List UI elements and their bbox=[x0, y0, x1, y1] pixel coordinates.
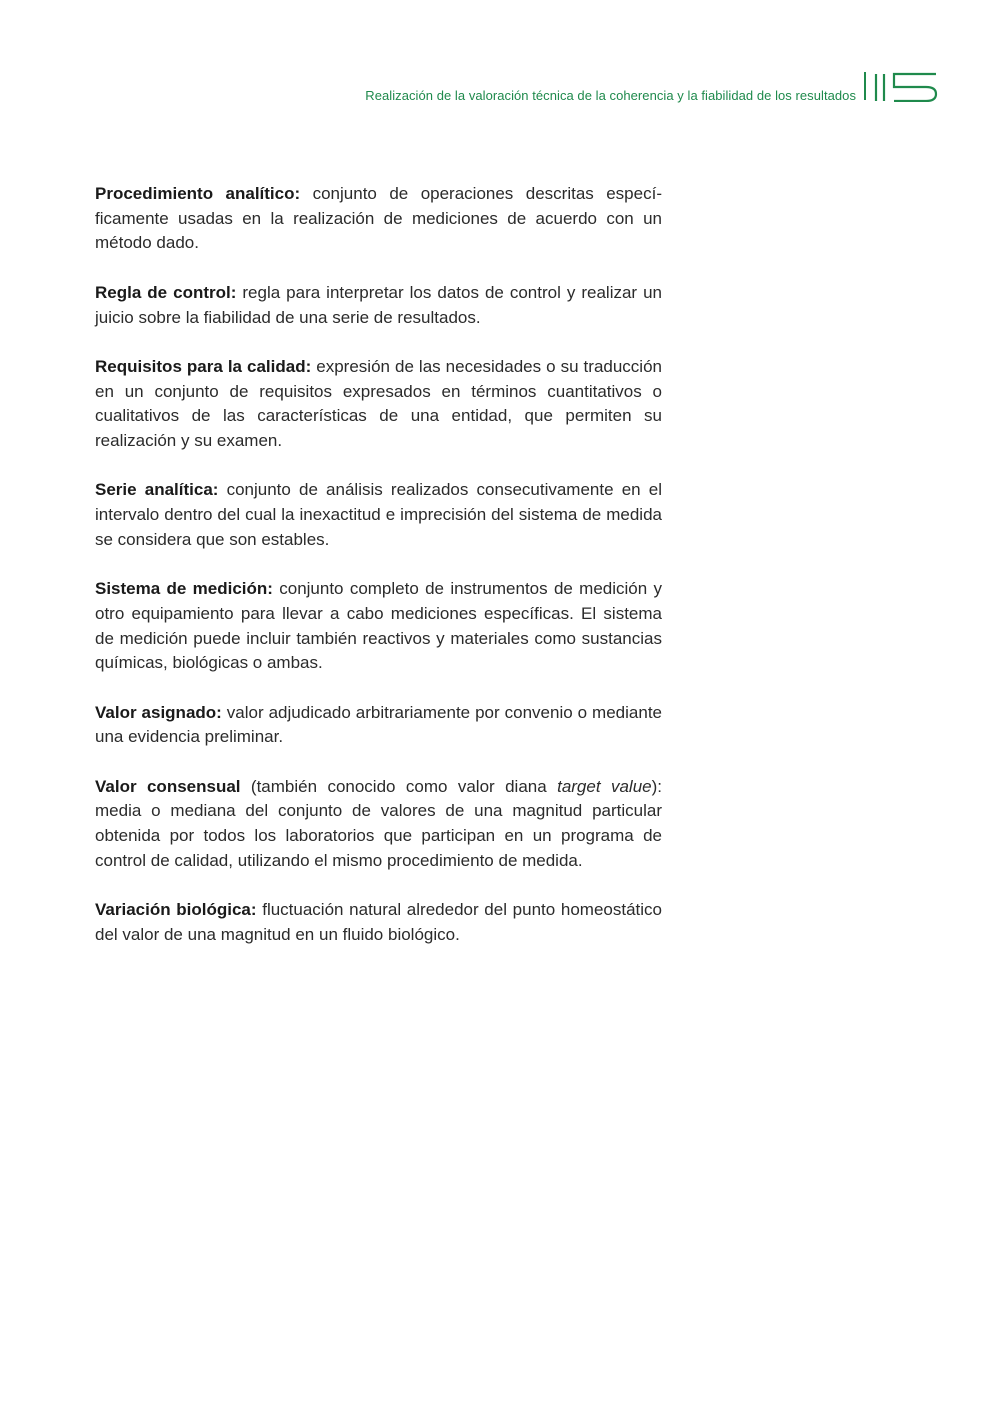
glossary-term: Sistema de medición: bbox=[95, 579, 273, 599]
glossary-emphasis: target value bbox=[557, 776, 652, 796]
glossary-term: Requisitos para la calidad: bbox=[95, 356, 312, 376]
glossary-entry bbox=[95, 577, 662, 676]
page-number bbox=[874, 70, 940, 107]
glossary bbox=[95, 182, 662, 972]
glossary-entry bbox=[95, 701, 662, 750]
glossary-definition: expresión de las necesidades o su traducción en un conjunto de requisitos expresados en términos cuantitativos o cualitativos de las características de una entidad, que permiten su realización y su examen. bbox=[95, 356, 662, 450]
glossary-definition: fluctuación natural alrededor del punto homeostático del valor de una magnitud en un fluido biológico. bbox=[95, 900, 662, 944]
glossary-entry bbox=[95, 775, 662, 874]
glossary-term: Regla de control: bbox=[95, 282, 237, 302]
glossary-definition: conjunto completo de instrumentos de medición y otro equipamiento para llevar a cabo mediciones específicas. El sistema de medición puede incluir también reactivos y materiales como sustancias químicas, biológicas o ambas. bbox=[95, 579, 662, 673]
glossary-term: Valor asignado: bbox=[95, 702, 222, 722]
glossary-definition-end: ): media o mediana del conjunto de valores de una magnitud particular obtenida por todos los laboratorios que participan en un programa de control de calidad, utilizando el mismo procedimiento de medida. bbox=[95, 776, 662, 870]
glossary-term: Procedimiento analítico: bbox=[95, 184, 301, 203]
page-number-glyphs bbox=[874, 70, 940, 102]
glossary-definition: conjunto de análisis realizados consecutivamente en el intervalo dentro del cual la inexactitud e imprecisión del sistema de medida se considera que son estables. bbox=[95, 480, 662, 549]
glossary-term: Serie analítica: bbox=[95, 480, 219, 500]
glossary-definition: conjunto de operaciones descritas específicamente usadas en la realización de mediciones de acuerdo con un método dado. bbox=[95, 184, 662, 253]
header-separator bbox=[864, 72, 866, 100]
glossary-term: Variación biológica: bbox=[95, 900, 257, 920]
glossary-entry bbox=[95, 355, 662, 454]
glossary-definition: valor adjudicado arbitrariamente por convenio o mediante una evidencia preliminar. bbox=[95, 702, 662, 747]
glossary-definition: regla para interpretar los datos de control y realizar un juicio sobre la fiabilidad de una serie de resultados. bbox=[95, 282, 662, 327]
glossary-entry bbox=[95, 478, 662, 552]
running-header bbox=[0, 66, 992, 106]
glossary-term: Valor consensual bbox=[95, 776, 241, 796]
glossary-definition-start: (también conocido como valor diana bbox=[240, 776, 558, 796]
glossary-entry bbox=[95, 182, 662, 256]
glossary-entry bbox=[95, 281, 662, 330]
running-title: Realización de la valoración técnica de la coherencia y la fiabilidad de los resultados bbox=[365, 88, 856, 103]
glossary-entry bbox=[95, 898, 662, 947]
